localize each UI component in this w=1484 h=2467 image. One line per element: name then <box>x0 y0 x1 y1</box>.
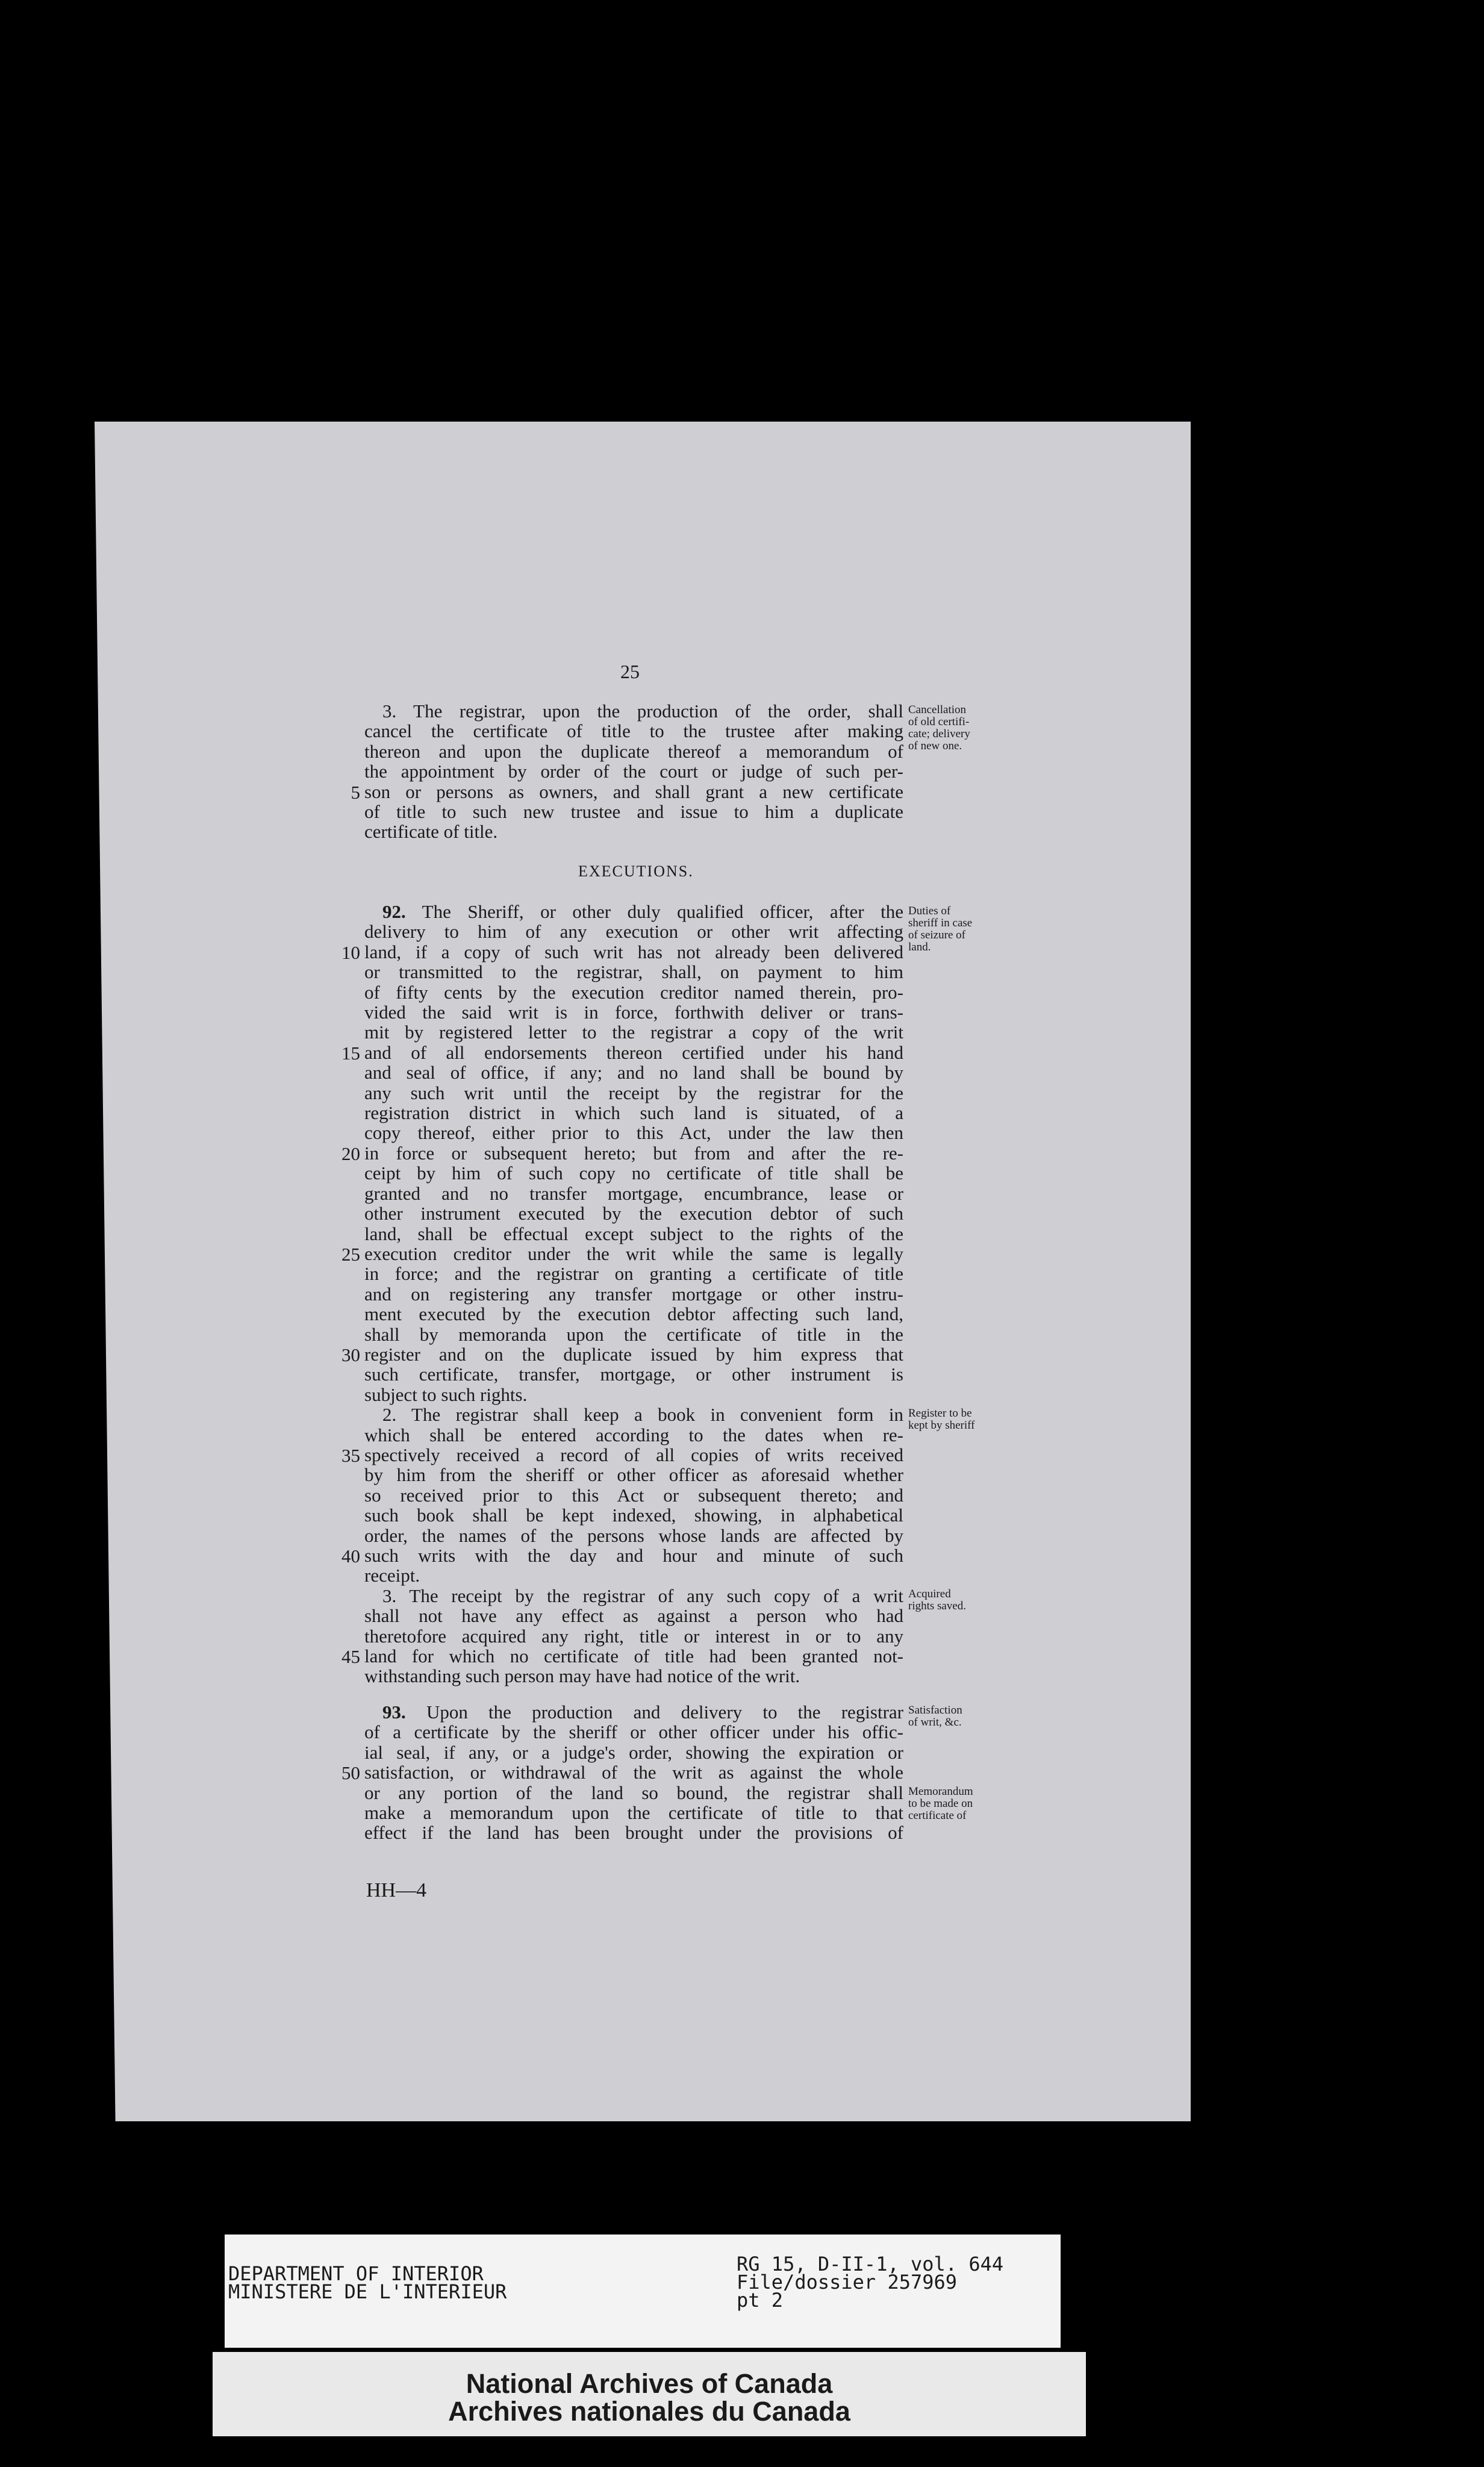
text-line: of a certificate by the sheriff or other officer under his offic- <box>364 1721 903 1743</box>
text-line: 93. Upon the production and delivery to the registrar <box>382 1701 903 1723</box>
line-number: 10 <box>341 942 360 963</box>
text-line: or any portion of the land so bound, the registrar shall <box>364 1782 903 1803</box>
text-line: and of all endorsements thereon certified under his hand <box>364 1041 903 1063</box>
text-line: receipt. <box>364 1565 420 1586</box>
text-line: withstanding such person may have had notice of the writ. <box>364 1665 800 1687</box>
text-line: and on registering any transfer mortgage or other instru- <box>364 1283 903 1305</box>
paragraph-3 <box>364 701 903 842</box>
text-line: registration district in which such land is situated, of a <box>364 1102 903 1124</box>
line-number: 50 <box>341 1762 360 1783</box>
text-line: shall not have any effect as against a person who had <box>364 1605 903 1627</box>
text-line: 2. The registrar shall keep a book in convenient form in <box>382 1404 903 1426</box>
text-line: shall by memoranda upon the certificate of title in the <box>364 1323 903 1345</box>
text-line: land, if a copy of such writ has not already been delivered <box>364 941 903 962</box>
text-line: 3. The receipt by the registrar of any such copy of a writ <box>382 1585 903 1606</box>
text-line: cancel the certificate of title to the trustee after making <box>364 720 903 742</box>
text-line: granted and no transfer mortgage, encumbrance, lease or <box>364 1182 903 1204</box>
text-line: execution creditor under the writ while the same is legally <box>364 1243 903 1264</box>
text-line: make a memorandum upon the certificate of title to that <box>364 1802 903 1824</box>
text-line: other instrument executed by the execution debtor of such <box>364 1203 903 1224</box>
marginal-note-memorandum: Memorandum to be made on certificate of <box>908 1785 973 1822</box>
marginal-note-duties: Duties of sheriff in case of seizure of land. <box>908 905 973 953</box>
section-number: 93. <box>382 1701 406 1723</box>
text-line: mit by registered letter to the registrar a copy of the writ <box>364 1021 903 1043</box>
line-number: 25 <box>341 1244 360 1265</box>
department-names: DEPARTMENT OF INTERIOR MINISTERE DE L'INTERIEUR <box>228 2262 507 2303</box>
text-line: or transmitted to the registrar, shall, on payment to him <box>364 961 903 983</box>
text-line: the appointment by order of the court or judge of such per- <box>364 761 903 782</box>
text-line: such certificate, transfer, mortgage, or other instrument is <box>364 1364 903 1385</box>
text-line: such writs with the day and hour and minute of such <box>364 1545 903 1566</box>
text-line: of fifty cents by the execution creditor named therein, pro- <box>364 981 903 1003</box>
text-line: satisfaction, or withdrawal of the writ as against the whole <box>364 1762 903 1783</box>
text-line: vided the said writ is in force, forthwith deliver or trans- <box>364 1002 903 1023</box>
national-archives-label <box>213 2352 1086 2436</box>
text-line: so received prior to this Act or subsequent thereto; and <box>364 1484 903 1506</box>
archive-reference-label <box>225 2235 1061 2348</box>
marginal-note-cancellation: Cancellation of old certifi- cate; delivery of new one. <box>908 703 970 752</box>
text-line: subject to such rights. <box>364 1383 528 1405</box>
text-line: order, the names of the persons whose lands are affected by <box>364 1524 903 1546</box>
marginal-note-satisfaction: Satisfaction of writ, &c. <box>908 1704 962 1729</box>
marginal-note-register: Register to be kept by sheriff <box>908 1407 975 1432</box>
text-line: any such writ until the receipt by the registrar for the <box>364 1082 903 1103</box>
text-line: in force; and the registrar on granting a certificate of title <box>364 1263 903 1285</box>
signature-mark: HH—4 <box>366 1879 427 1901</box>
text-line: theretofore acquired any right, title or interest in or to any <box>364 1625 903 1647</box>
page-number: 25 <box>620 661 640 682</box>
line-number: 5 <box>351 782 360 803</box>
text-line: spectively received a record of all copies of writs received <box>364 1444 903 1465</box>
text-line: in force or subsequent hereto; but from and after the re- <box>364 1142 903 1164</box>
line-number: 15 <box>341 1043 360 1064</box>
line-number: 45 <box>341 1646 360 1667</box>
marginal-note-acquired: Acquired rights saved. <box>908 1588 967 1612</box>
line-number: 30 <box>341 1344 360 1365</box>
section-93 <box>364 1702 903 1843</box>
text-line: delivery to him of any execution or other writ affecting <box>364 921 903 943</box>
section-number: 92. <box>382 901 406 922</box>
text-line: such book shall be kept indexed, showing, in alphabetical <box>364 1505 903 1526</box>
section-heading: EXECUTIONS. <box>578 862 694 880</box>
text-line: effect if the land has been brought under the provisions of <box>364 1822 903 1844</box>
archives-name: National Archives of Canada Archives nationales du Canada <box>448 2368 850 2427</box>
text-line: copy thereof, either prior to this Act, under the law then <box>364 1122 903 1144</box>
text-line: ment executed by the execution debtor affecting such land, <box>364 1303 903 1325</box>
line-number: 40 <box>341 1545 360 1567</box>
text-line: 3. The registrar, upon the production of the order, shall <box>382 700 903 722</box>
text-line: land for which no certificate of title had been granted not- <box>364 1645 903 1667</box>
text-line: thereon and upon the duplicate thereof a memorandum of <box>364 740 903 762</box>
line-number: 35 <box>341 1445 360 1466</box>
text-line: by him from the sheriff or other officer as aforesaid whether <box>364 1464 903 1486</box>
text-line: ial seal, if any, or a judge's order, showing the expiration or <box>364 1741 903 1763</box>
text-line: ceipt by him of such copy no certificate of title shall be <box>364 1162 903 1184</box>
text-line: and seal of office, if any; and no land shall be bound by <box>364 1062 903 1084</box>
text-line: land, shall be effectual except subject to the rights of the <box>364 1223 903 1244</box>
text-line: which shall be entered according to the dates when re- <box>364 1424 903 1446</box>
text-line: certificate of title. <box>364 821 498 843</box>
text-line: register and on the duplicate issued by him express that <box>364 1343 903 1365</box>
text-line: son or persons as owners, and shall grant a new certificate <box>364 781 903 802</box>
section-92 <box>364 902 903 1686</box>
line-number: 20 <box>341 1143 360 1164</box>
file-reference: RG 15, D-II-1, vol. 644 File/dossier 257969 pt 2 <box>737 2253 1004 2312</box>
text-line: of title to such new trustee and issue to him a duplicate <box>364 801 903 823</box>
text-line: 92. The Sheriff, or other duly qualified officer, after the <box>382 901 903 922</box>
